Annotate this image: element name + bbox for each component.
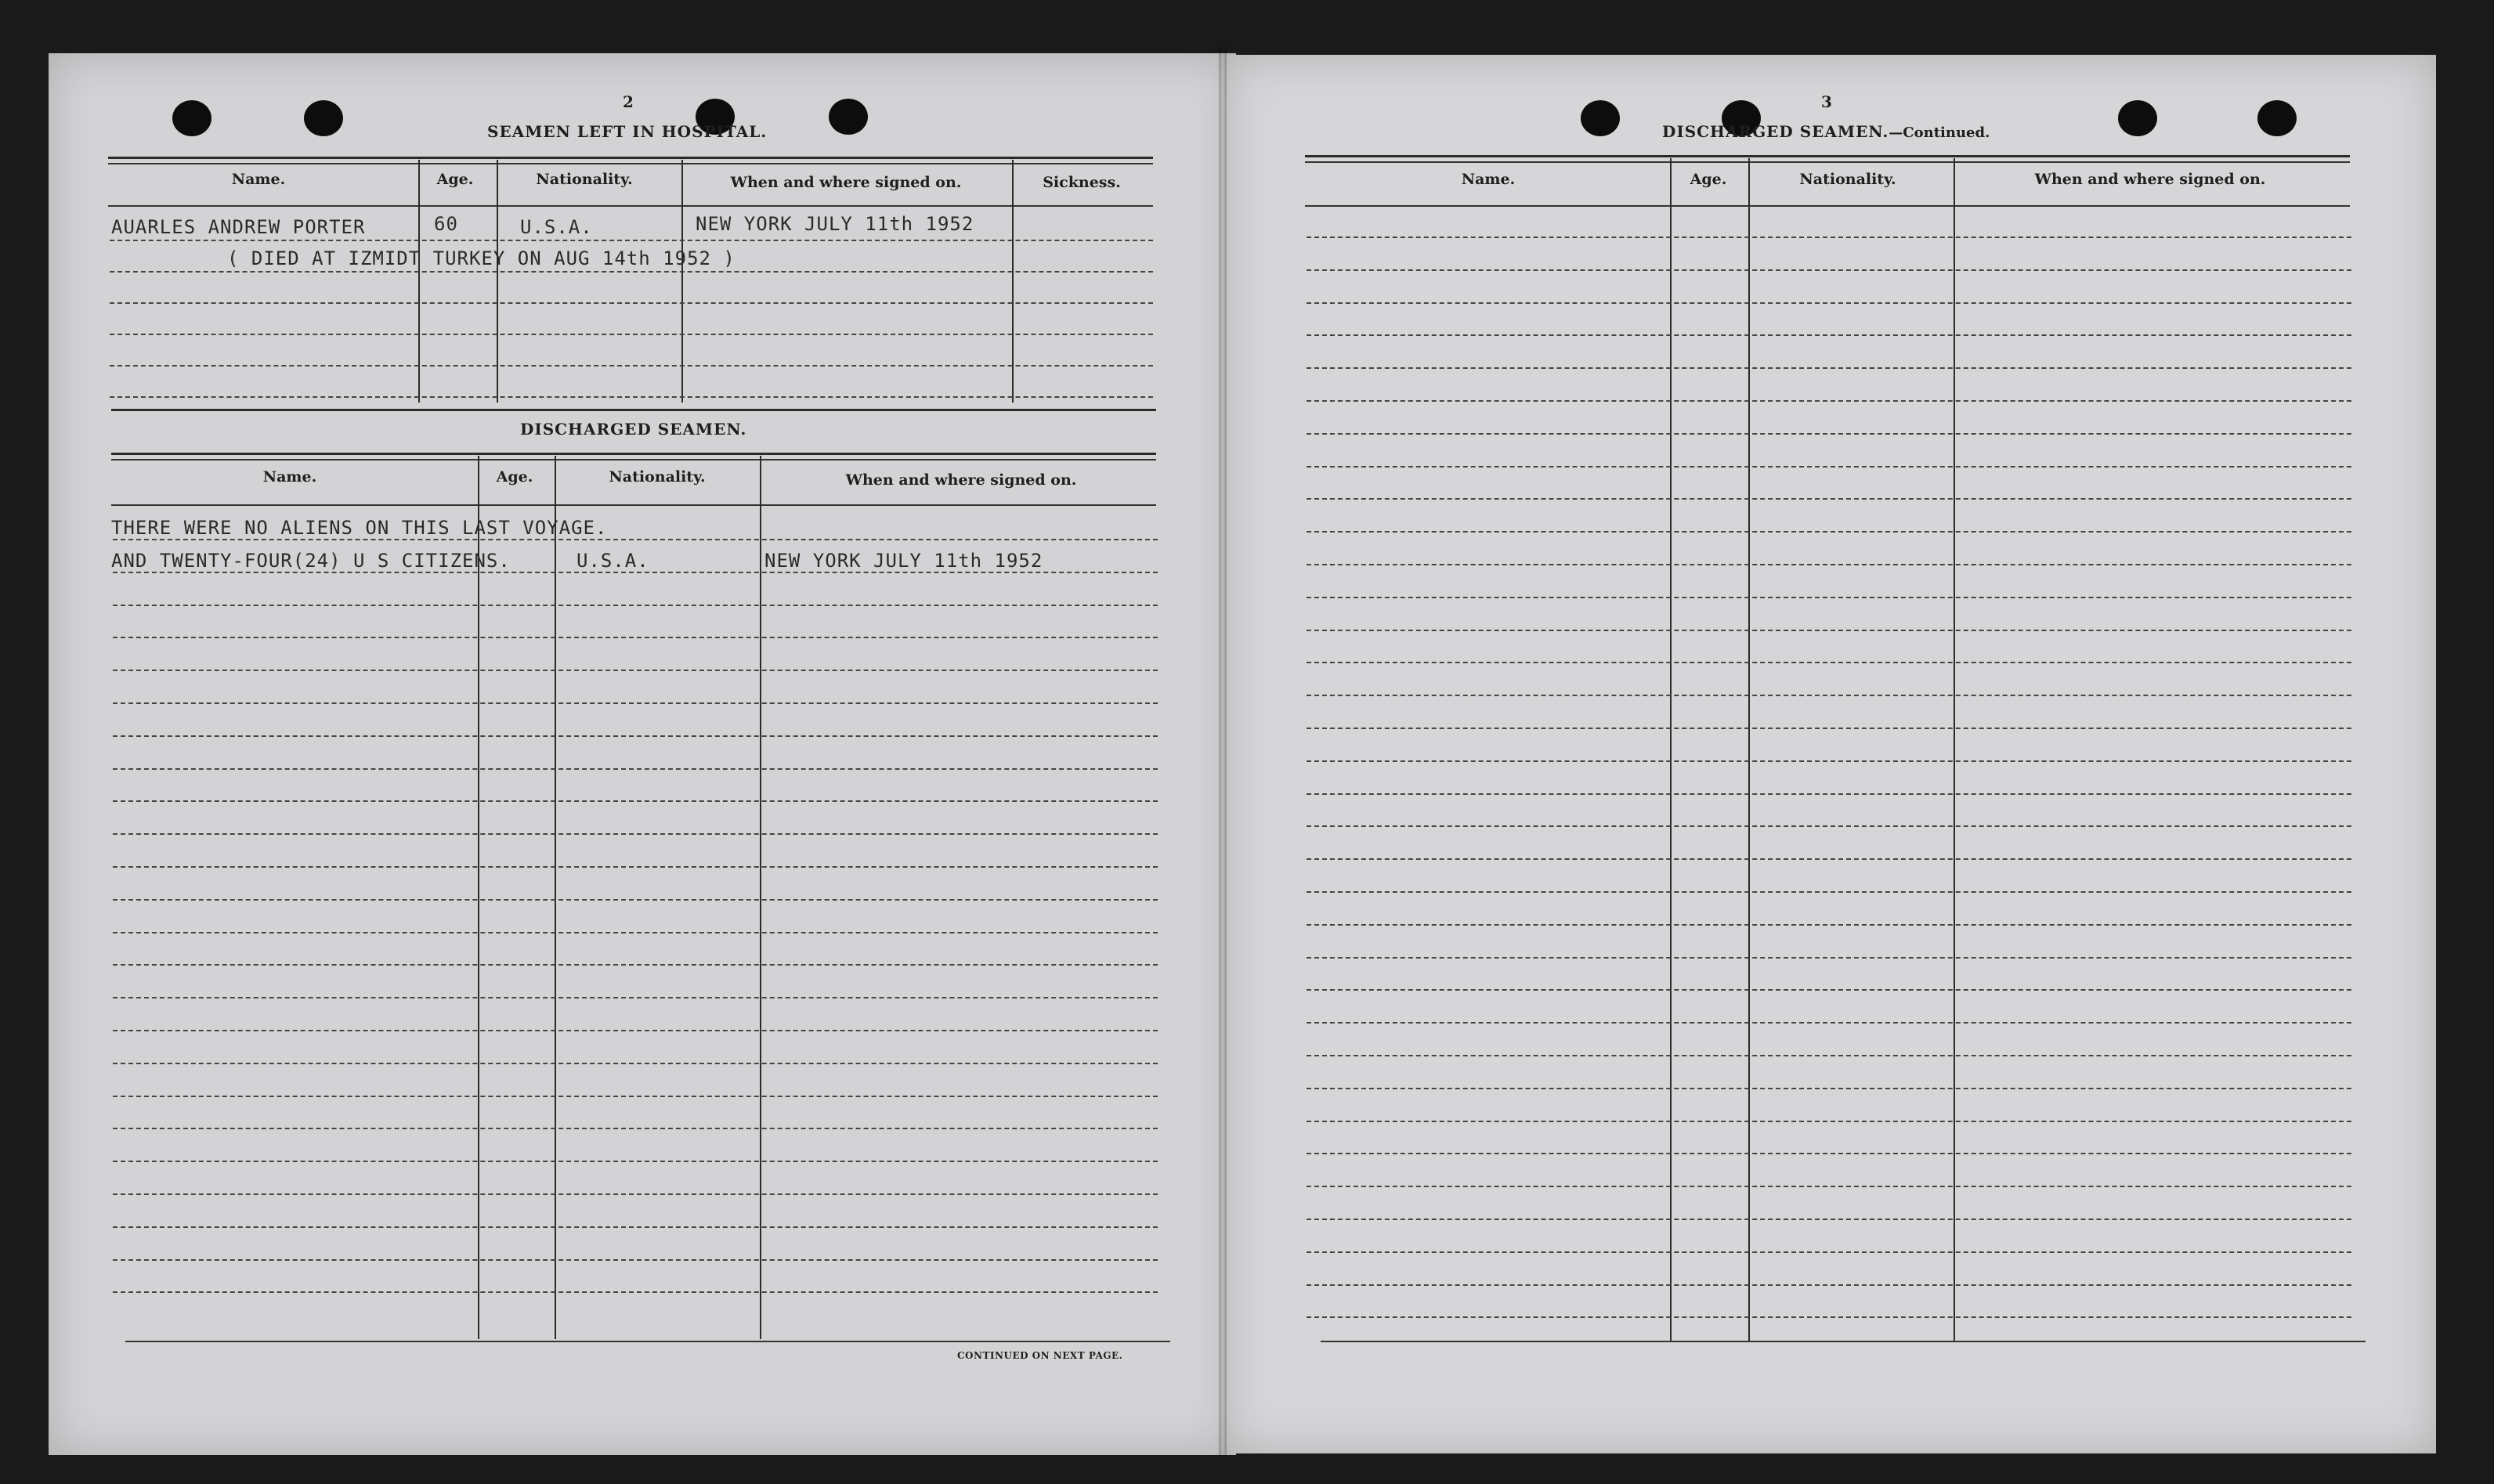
row-line <box>1307 924 2351 926</box>
row-line <box>110 334 1153 335</box>
discharged-col-signed-on: When and where signed on. <box>845 471 1077 489</box>
row-line <box>1307 1055 2351 1056</box>
discharged-col-divider <box>760 456 761 1339</box>
row-line <box>113 702 1158 704</box>
row-line <box>113 899 1158 901</box>
row-line <box>113 1030 1158 1031</box>
row-line <box>113 1226 1158 1228</box>
punch-hole <box>2118 100 2157 136</box>
row-line <box>1307 825 2351 827</box>
row-line <box>113 605 1158 606</box>
page-fold <box>1219 47 1227 1457</box>
row-line <box>1307 1088 2351 1089</box>
discharged-line-2-nationality: U.S.A. <box>577 550 649 572</box>
row-line <box>113 997 1158 998</box>
discharged-line-2-signed-on: NEW YORK JULY 11th 1952 <box>764 550 1043 572</box>
row-line <box>1307 597 2351 598</box>
row-line <box>113 1063 1158 1064</box>
right-col-age: Age. <box>1690 171 1727 188</box>
hospital-entry-signed-on: NEW YORK JULY 11th 1952 <box>696 213 974 235</box>
row-line <box>1307 630 2351 631</box>
row-line <box>1307 334 2351 336</box>
discharged-bottom-rule <box>125 1341 1170 1342</box>
row-line <box>113 637 1158 638</box>
row-line <box>113 1096 1158 1097</box>
row-line <box>113 833 1158 835</box>
discharged-header-rule <box>111 504 1156 506</box>
row-line <box>110 302 1153 304</box>
row-line <box>1307 728 2351 729</box>
row-line <box>1307 1219 2351 1220</box>
row-line <box>113 670 1158 671</box>
row-line <box>1307 793 2351 795</box>
row-line <box>1307 498 2351 500</box>
hospital-col-nationality: Nationality. <box>536 171 633 188</box>
row-line <box>113 735 1158 737</box>
punch-hole <box>829 99 868 135</box>
right-col-name: Name. <box>1461 171 1516 188</box>
row-line <box>1307 989 2351 991</box>
hospital-col-signed-on: When and where signed on. <box>730 174 962 191</box>
punch-hole <box>172 100 211 136</box>
discharged-top-rule-2 <box>111 459 1156 460</box>
row-line <box>113 1259 1158 1261</box>
page-number-right: 3 <box>1821 92 1832 111</box>
row-line <box>1307 269 2351 271</box>
row-line <box>113 1193 1158 1195</box>
row-line <box>113 1161 1158 1162</box>
right-col-signed-on: When and where signed on. <box>2034 171 2266 188</box>
hospital-col-sickness: Sickness. <box>1043 174 1121 191</box>
row-line <box>1307 695 2351 696</box>
row-line <box>1307 1186 2351 1187</box>
row-line <box>1307 400 2351 402</box>
row-line <box>1307 1022 2351 1024</box>
discharged-continued-title-main: DISCHARGED SEAMEN. <box>1662 122 1889 141</box>
row-line <box>1307 1153 2351 1154</box>
page-number-left: 2 <box>623 92 634 111</box>
row-line <box>1307 367 2351 369</box>
row-line <box>113 866 1158 868</box>
row-line <box>113 1128 1158 1129</box>
row-line <box>1307 564 2351 565</box>
discharged-line-1: THERE WERE NO ALIENS ON THIS LAST VOYAGE. <box>111 517 608 539</box>
right-bottom-rule <box>1321 1341 2366 1342</box>
row-line <box>113 932 1158 933</box>
row-line <box>110 271 1153 273</box>
row-line <box>1307 1121 2351 1122</box>
right-top-rule <box>1305 155 2350 157</box>
row-line <box>113 768 1158 770</box>
discharged-line-2-name: AND TWENTY-FOUR(24) U S CITIZENS. <box>111 550 511 572</box>
hospital-section-title: SEAMEN LEFT IN HOSPITAL. <box>487 122 768 141</box>
row-line <box>1307 858 2351 860</box>
right-page <box>1224 55 2436 1453</box>
discharged-col-name: Name. <box>262 468 317 486</box>
row-line <box>1307 891 2351 893</box>
discharged-col-nationality: Nationality. <box>609 468 706 486</box>
discharged-col-divider <box>555 456 556 1339</box>
row-line <box>1307 531 2351 533</box>
hospital-col-age: Age. <box>436 171 474 188</box>
discharged-col-age: Age. <box>496 468 533 486</box>
hospital-col-name: Name. <box>231 171 286 188</box>
discharged-top-rule <box>111 453 1156 455</box>
hospital-top-rule-2 <box>108 163 1153 164</box>
row-line <box>1307 1284 2351 1286</box>
hospital-entry-note: ( DIED AT IZMIDT TURKEY ON AUG 14th 1952 ) <box>227 247 736 269</box>
hospital-entry-nationality: U.S.A. <box>520 216 593 238</box>
discharged-continued-title <box>1662 122 1990 141</box>
row-line <box>1307 662 2351 663</box>
right-col-nationality: Nationality. <box>1799 171 1896 188</box>
row-line <box>1307 466 2351 468</box>
continued-footer: CONTINUED ON NEXT PAGE. <box>957 1350 1123 1361</box>
punch-hole <box>1581 100 1620 136</box>
row-line <box>1307 433 2351 435</box>
row-line <box>1307 957 2351 959</box>
row-line <box>1307 1316 2351 1318</box>
row-line <box>110 396 1153 398</box>
hospital-entry-age: 60 <box>434 213 458 235</box>
row-line <box>113 1291 1158 1293</box>
hospital-entry-name: AUARLES ANDREW PORTER <box>111 216 366 238</box>
right-header-rule <box>1305 205 2350 207</box>
hospital-bottom-rule <box>111 409 1156 411</box>
right-top-rule-2 <box>1305 161 2350 163</box>
row-line <box>113 800 1158 802</box>
row-line <box>1307 237 2351 238</box>
row-line <box>110 365 1153 366</box>
punch-hole <box>304 100 343 136</box>
hospital-header-rule <box>108 205 1153 207</box>
row-line <box>1307 302 2351 304</box>
row-line <box>1307 1251 2351 1253</box>
punch-hole <box>2257 100 2297 136</box>
hospital-top-rule <box>108 157 1153 159</box>
row-line <box>113 572 1158 573</box>
row-line <box>1307 760 2351 762</box>
row-line <box>113 964 1158 966</box>
row-line <box>113 539 1158 540</box>
discharged-section-title: DISCHARGED SEAMEN. <box>520 420 747 439</box>
discharged-col-divider <box>478 456 479 1339</box>
discharged-continued-title-suffix: —Continued. <box>1889 125 1990 141</box>
row-line <box>110 240 1153 241</box>
